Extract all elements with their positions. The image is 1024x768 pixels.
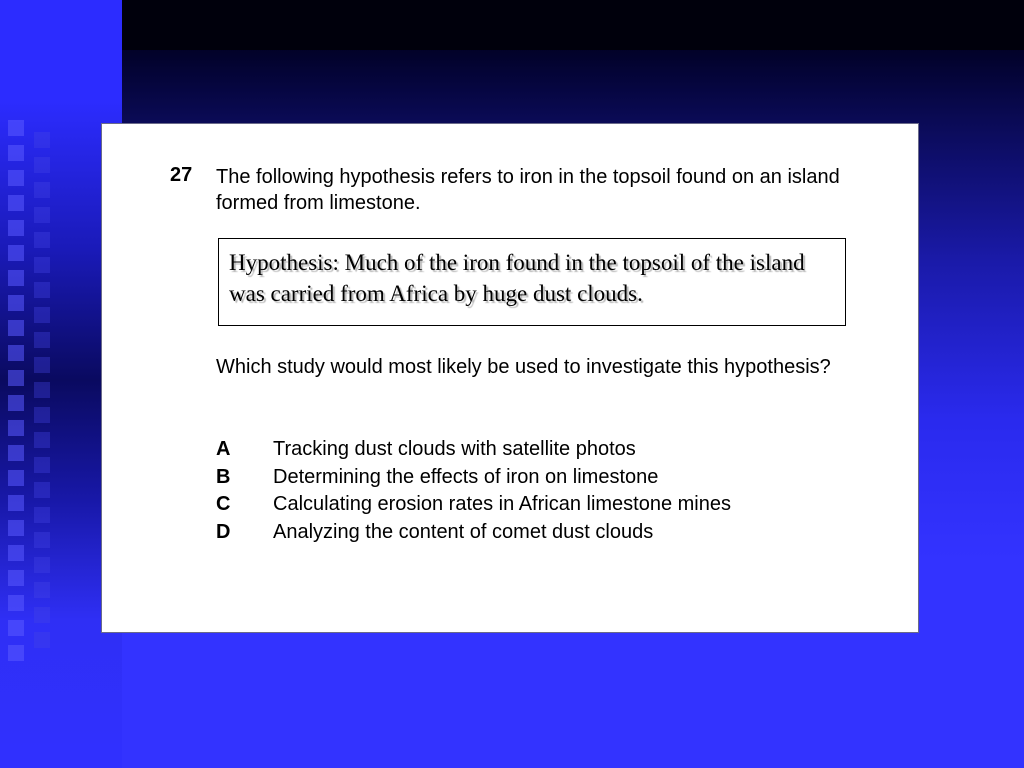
option-letter: C [216,493,231,515]
decorative-squares-faint [34,132,52,657]
decor-square [34,257,50,273]
decor-square [8,120,24,136]
decor-square [34,582,50,598]
option-text: Tracking dust clouds with satellite photos [273,438,636,460]
option-letter: B [216,465,231,488]
decor-square [8,195,24,211]
decor-square [34,207,50,223]
decor-square [34,357,50,373]
decor-square [8,520,24,536]
decor-square [8,420,24,436]
decor-square [8,170,24,186]
decor-square [34,457,50,473]
decor-square [34,407,50,423]
option-text: Calculating erosion rates in African limestone mines [273,493,731,515]
decor-square [8,570,24,586]
answer-option-c[interactable] [216,491,856,519]
decor-square [34,132,50,148]
decor-square [8,320,24,336]
decor-square [34,332,50,348]
answer-option-d[interactable] [216,519,856,547]
decor-square [8,270,24,286]
decor-square [34,232,50,248]
answer-option-b[interactable] [216,464,856,492]
question-panel [101,123,919,633]
option-text: Analyzing the content of comet dust clouds [273,520,654,543]
decor-square [34,307,50,323]
top-dark-band [122,0,1024,50]
decor-square [8,220,24,236]
decor-square [8,370,24,386]
decor-square [8,245,24,261]
decor-square [34,507,50,523]
decor-square [8,620,24,636]
option-letter: A [216,438,231,460]
question-stem: The following hypothesis refers to iron in the topsoil found on an island formed from limestone. [216,166,840,214]
decor-square [8,345,24,361]
decor-square [34,482,50,498]
decor-square [34,532,50,548]
decor-square [8,295,24,311]
decor-square [8,595,24,611]
answer-option-a[interactable] [216,436,856,464]
question-number: 27 [170,164,193,186]
decor-square [34,432,50,448]
decor-square [8,495,24,511]
decor-square [34,182,50,198]
hypothesis-text: Hypothesis: Much of the iron found in the topsoil of the island was carried from Africa by huge dust clouds. [229,250,805,306]
decor-square [34,157,50,173]
decor-square [8,645,24,661]
decor-square [8,395,24,411]
answer-options [216,436,856,546]
decor-square [8,545,24,561]
decor-square [34,607,50,623]
option-text: Determining the effects of iron on limestone [273,465,659,488]
decor-square [34,282,50,298]
decor-square [8,145,24,161]
option-letter: D [216,520,231,543]
decor-square [8,470,24,486]
decor-square [8,445,24,461]
decor-square [34,382,50,398]
decor-square [34,632,50,648]
question-prompt: Which study would most likely be used to investigate this hypothesis? [216,356,831,378]
decorative-squares [8,120,26,670]
hypothesis-box [218,238,846,326]
decor-square [34,557,50,573]
